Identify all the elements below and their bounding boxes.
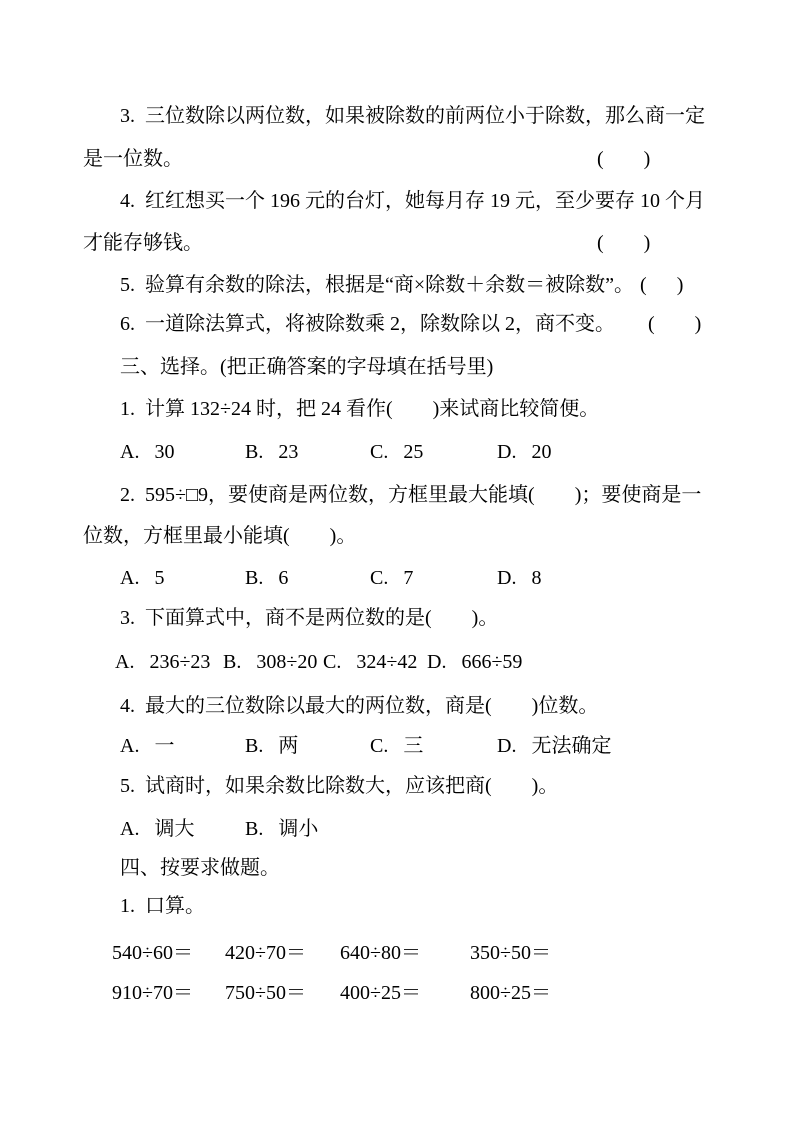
choice-q2-option-d: D. 8	[497, 567, 542, 589]
section4-heading: 四、按要求做题。	[120, 857, 280, 879]
choice-q3-option-b: B. 308÷20	[223, 651, 318, 673]
judge-q3-line1: 3. 三位数除以两位数，如果被除数的前两位小于除数，那么商一定	[120, 105, 705, 127]
judge-q4-line2-text: 才能存够钱。	[83, 232, 203, 254]
oral-calc-item: 540÷60＝	[112, 942, 193, 964]
oral-calc-item: 800÷25＝	[470, 982, 551, 1004]
choice-q2-option-c: C. 7	[370, 567, 414, 589]
judge-q3-line2-text: 是一位数。	[83, 148, 183, 170]
choice-q5-options-row	[83, 818, 743, 846]
section4-q1-label: 1. 口算。	[120, 895, 205, 917]
judge-q5-answer-bracket: ( )	[640, 274, 684, 296]
choice-q5-option-a: A. 调大	[120, 818, 195, 840]
oral-calc-item: 910÷70＝	[112, 982, 193, 1004]
judge-q5-text: 5. 验算有余数的除法，根据是“商×除数＋余数＝被除数”。	[120, 274, 635, 296]
choice-q2-options-row	[83, 567, 743, 595]
oral-calc-row-1	[83, 942, 743, 970]
judge-q6-text: 6. 一道除法算式，将被除数乘 2，除数除以 2，商不变。	[120, 313, 615, 335]
choice-q2-line1: 2. 595÷□9，要使商是两位数，方框里最大能填( )；要使商是一	[120, 484, 702, 506]
choice-q3-option-d: D. 666÷59	[427, 651, 523, 673]
choice-q1-text: 1. 计算 132÷24 时，把 24 看作( )来试商比较简便。	[120, 398, 600, 420]
choice-q5-text: 5. 试商时，如果余数比除数大，应该把商( )。	[120, 775, 559, 797]
choice-q3-options-row	[83, 651, 743, 679]
choice-q4-text: 4. 最大的三位数除以最大的两位数，商是( )位数。	[120, 695, 599, 717]
choice-q4-option-b: B. 两	[245, 735, 299, 757]
choice-q4-option-c: C. 三	[370, 735, 424, 757]
judge-q3-answer-bracket: ( )	[597, 148, 651, 170]
oral-calc-item: 420÷70＝	[225, 942, 306, 964]
oral-calc-row-2	[83, 982, 743, 1010]
choice-q4-option-d: D. 无法确定	[497, 735, 612, 757]
judge-q4-line2	[83, 232, 743, 260]
judge-q3-line2	[83, 148, 743, 176]
choice-q3-text: 3. 下面算式中，商不是两位数的是( )。	[120, 607, 499, 629]
choice-section-heading: 三、选择。(把正确答案的字母填在括号里)	[120, 356, 494, 378]
choice-q1-options-row	[83, 441, 743, 469]
judge-q5-line	[83, 274, 683, 297]
judge-q6-line	[83, 313, 780, 341]
oral-calc-item: 400÷25＝	[340, 982, 421, 1004]
oral-calc-item: 640÷80＝	[340, 942, 421, 964]
choice-q3-option-c: C. 324÷42	[323, 651, 418, 673]
choice-q1-option-c: C. 25	[370, 441, 424, 463]
judge-q4-line1: 4. 红红想买一个 196 元的台灯，她每月存 19 元，至少要存 10 个月	[120, 190, 705, 212]
judge-q6-answer-bracket: ( )	[648, 313, 702, 335]
choice-q1-option-a: A. 30	[120, 441, 175, 463]
choice-q2-line2: 位数，方框里最小能填( )。	[83, 525, 357, 547]
judge-q4-answer-bracket: ( )	[597, 232, 651, 254]
choice-q1-option-d: D. 20	[497, 441, 552, 463]
choice-q3-option-a: A. 236÷23	[115, 651, 211, 673]
oral-calc-item: 350÷50＝	[470, 942, 551, 964]
choice-q4-option-a: A. 一	[120, 735, 175, 757]
choice-q2-option-a: A. 5	[120, 567, 165, 589]
choice-q1-option-b: B. 23	[245, 441, 299, 463]
choice-q5-option-b: B. 调小	[245, 818, 319, 840]
choice-q2-option-b: B. 6	[245, 567, 289, 589]
choice-q4-options-row	[83, 735, 743, 763]
oral-calc-item: 750÷50＝	[225, 982, 306, 1004]
